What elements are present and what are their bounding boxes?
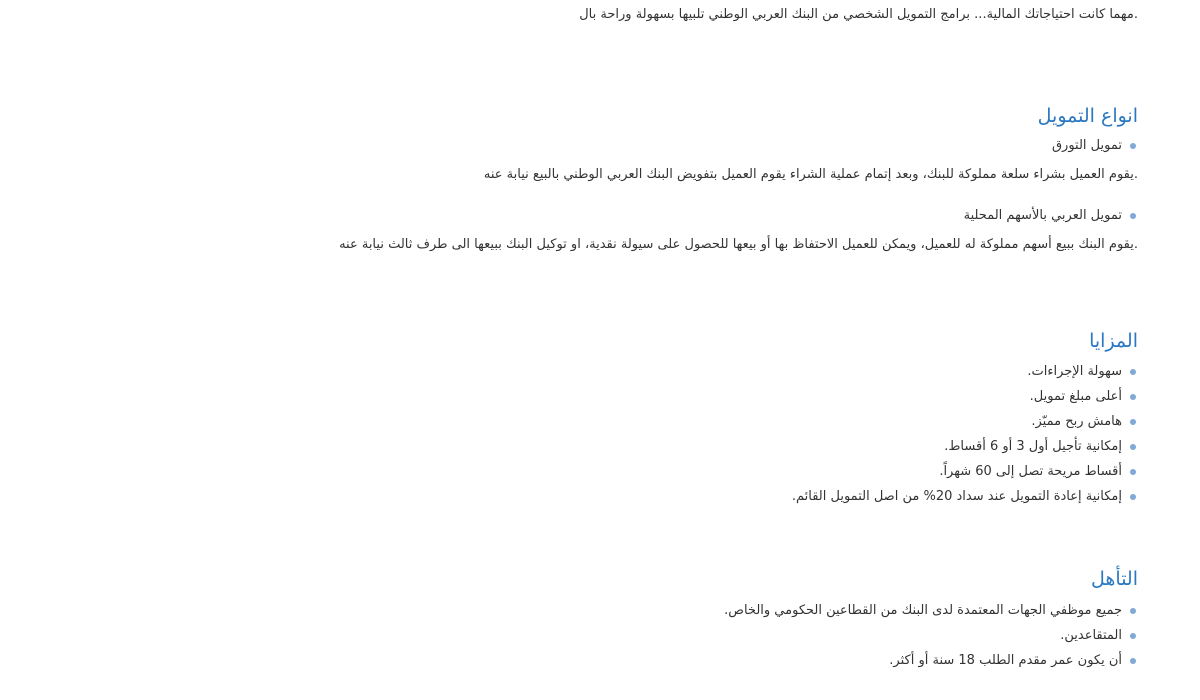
- eligibility-text: جميع موظفي الجهات المعتمدة لدى البنك من القطاعين الحكومي والخاص.: [724, 603, 1122, 618]
- list-item: [792, 384, 1138, 409]
- bullet-icon: [1130, 494, 1136, 500]
- eligibility-text: أن يكون عمر مقدم الطلب 18 سنة أو أكثر.: [889, 653, 1122, 668]
- list-item: [724, 648, 1138, 673]
- bullet-icon: [1130, 608, 1136, 614]
- financing-type-title: تمويل التورق: [1051, 138, 1122, 153]
- features-list: [792, 359, 1138, 509]
- bullet-icon: [1130, 444, 1136, 450]
- feature-text: سهولة الإجراءات.: [1027, 364, 1122, 379]
- eligibility-list: [724, 598, 1138, 673]
- feature-text: إمكانية إعادة التمويل عند سداد 20% من اصل التمويل القائم.: [791, 489, 1122, 504]
- bullet-icon: [1130, 369, 1136, 375]
- bullet-icon: [1130, 469, 1136, 475]
- financing-type-description: .يقوم العميل بشراء سلعة مملوكة للبنك، وبعد إتمام عملية الشراء يقوم العميل بتفويض البنك العربي الوطني بالبيع نيابة عنه: [483, 167, 1138, 182]
- intro-text: .مهما كانت احتياجاتك المالية... برامج التمويل الشخصي من البنك العربي الوطني تلبيها بسهولة وراحة بال: [579, 7, 1138, 22]
- bullet-icon: [1130, 419, 1136, 425]
- bullet-icon: [1130, 213, 1136, 219]
- eligibility-text: المتقاعدين.: [1060, 628, 1122, 643]
- bullet-icon: [1130, 633, 1136, 639]
- list-item: [724, 598, 1138, 623]
- financing-type-item: [964, 205, 1138, 227]
- list-item: [792, 459, 1138, 484]
- feature-text: أقساط مريحة تصل إلى 60 شهراً.: [939, 464, 1122, 479]
- financing-type-title: تمويل العربي بالأسهم المحلية: [963, 208, 1122, 223]
- features-heading: المزايا: [1089, 330, 1138, 352]
- list-item: [724, 623, 1138, 648]
- list-item: [792, 484, 1138, 509]
- financing-type-item: [1052, 135, 1138, 157]
- bullet-icon: [1130, 143, 1136, 149]
- bullet-icon: [1130, 658, 1136, 664]
- feature-text: إمكانية تأجيل أول 3 أو 6 أقساط.: [944, 439, 1122, 454]
- financing-type-description: .يقوم البنك ببيع أسهم مملوكة له للعميل، ويمكن للعميل الاحتفاظ بها أو بيعها للحصول على سيولة نقدية، او توكيل البنك ببيعها الى طرف ثالث نيابة عنه: [339, 237, 1138, 252]
- financing-types-heading: انواع التمويل: [1037, 105, 1138, 127]
- feature-text: أعلى مبلغ تمويل.: [1029, 389, 1122, 404]
- bullet-icon: [1130, 394, 1136, 400]
- list-item: [792, 409, 1138, 434]
- feature-text: هامش ربح مميّز.: [1031, 414, 1122, 429]
- list-item: [792, 359, 1138, 384]
- list-item: [792, 434, 1138, 459]
- eligibility-heading: التأهل: [1091, 568, 1138, 590]
